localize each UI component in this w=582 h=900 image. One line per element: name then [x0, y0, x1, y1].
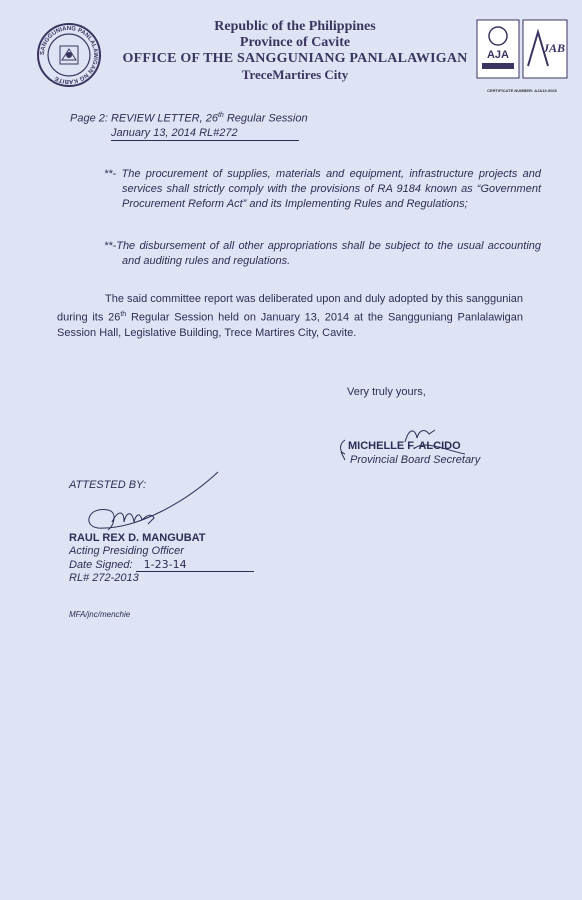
- rl-number: RL# 272-2013: [69, 572, 139, 584]
- reference-initials: MFA/jnc/menchie: [69, 610, 131, 619]
- page-heading: Page 2: REVIEW LETTER, 26th Regular Session: [70, 112, 308, 125]
- provincial-seal-logo: [36, 22, 102, 88]
- bullet-disbursement: **-The disbursement of all other appropriations shall be subject to the usual accounting and auditing rules and regulations.: [104, 240, 541, 267]
- presiding-title: Acting Presiding Officer: [69, 545, 184, 557]
- header-office: OFFICE OF THE SANGGUNIANG PANLALAWIGAN: [122, 51, 468, 66]
- svg-text:JAB: JAB: [542, 41, 566, 55]
- date-signed-row: [69, 558, 254, 572]
- bullet-procurement: **- The procurement of supplies, materials and equipment, infrastructure projects and services shall strictly comply with the provisions of RA 9184 known as “Government Procurement Reform Act” and its Implementing Rules and Regulations;: [104, 168, 541, 210]
- svg-text:AJA: AJA: [486, 49, 510, 61]
- attested-label: ATTESTED BY:: [69, 479, 147, 491]
- signatory-title: Provincial Board Secretary: [350, 454, 481, 466]
- certificate-number: CERTIFICATE NUMBER: AJA13-0026: [487, 88, 557, 93]
- signatory-name: MICHELLE F. ALCIDO: [348, 440, 461, 452]
- header-republic: Republic of the Philippines: [214, 19, 376, 34]
- header-city: TreceMartires City: [241, 67, 349, 82]
- presiding-name: RAUL REX D. MANGUBAT: [69, 532, 206, 544]
- body-paragraph: The said committee report was deliberated upon and duly adopted by this sanggunian during its 26th Regular Session held on January 13, 2014 at the Sangguniang Panlalawigan Session Hall, Legislative Building, Trece Martires City, Cavite.: [57, 293, 523, 339]
- page-heading-date: January 13, 2014 RL#272: [111, 127, 299, 141]
- header-province: Province of Cavite: [239, 35, 351, 50]
- closing-salutation: Very truly yours,: [347, 386, 426, 398]
- certification-logos: [476, 18, 568, 94]
- svg-text:SANGGUNIANG PANLALAWIGAN NG KA: SANGGUNIANG PANLALAWIGAN NG KABITE: [39, 25, 99, 85]
- date-signed-value: 1-23-14: [136, 558, 254, 572]
- date-signed-label: Date Signed:: [69, 559, 133, 571]
